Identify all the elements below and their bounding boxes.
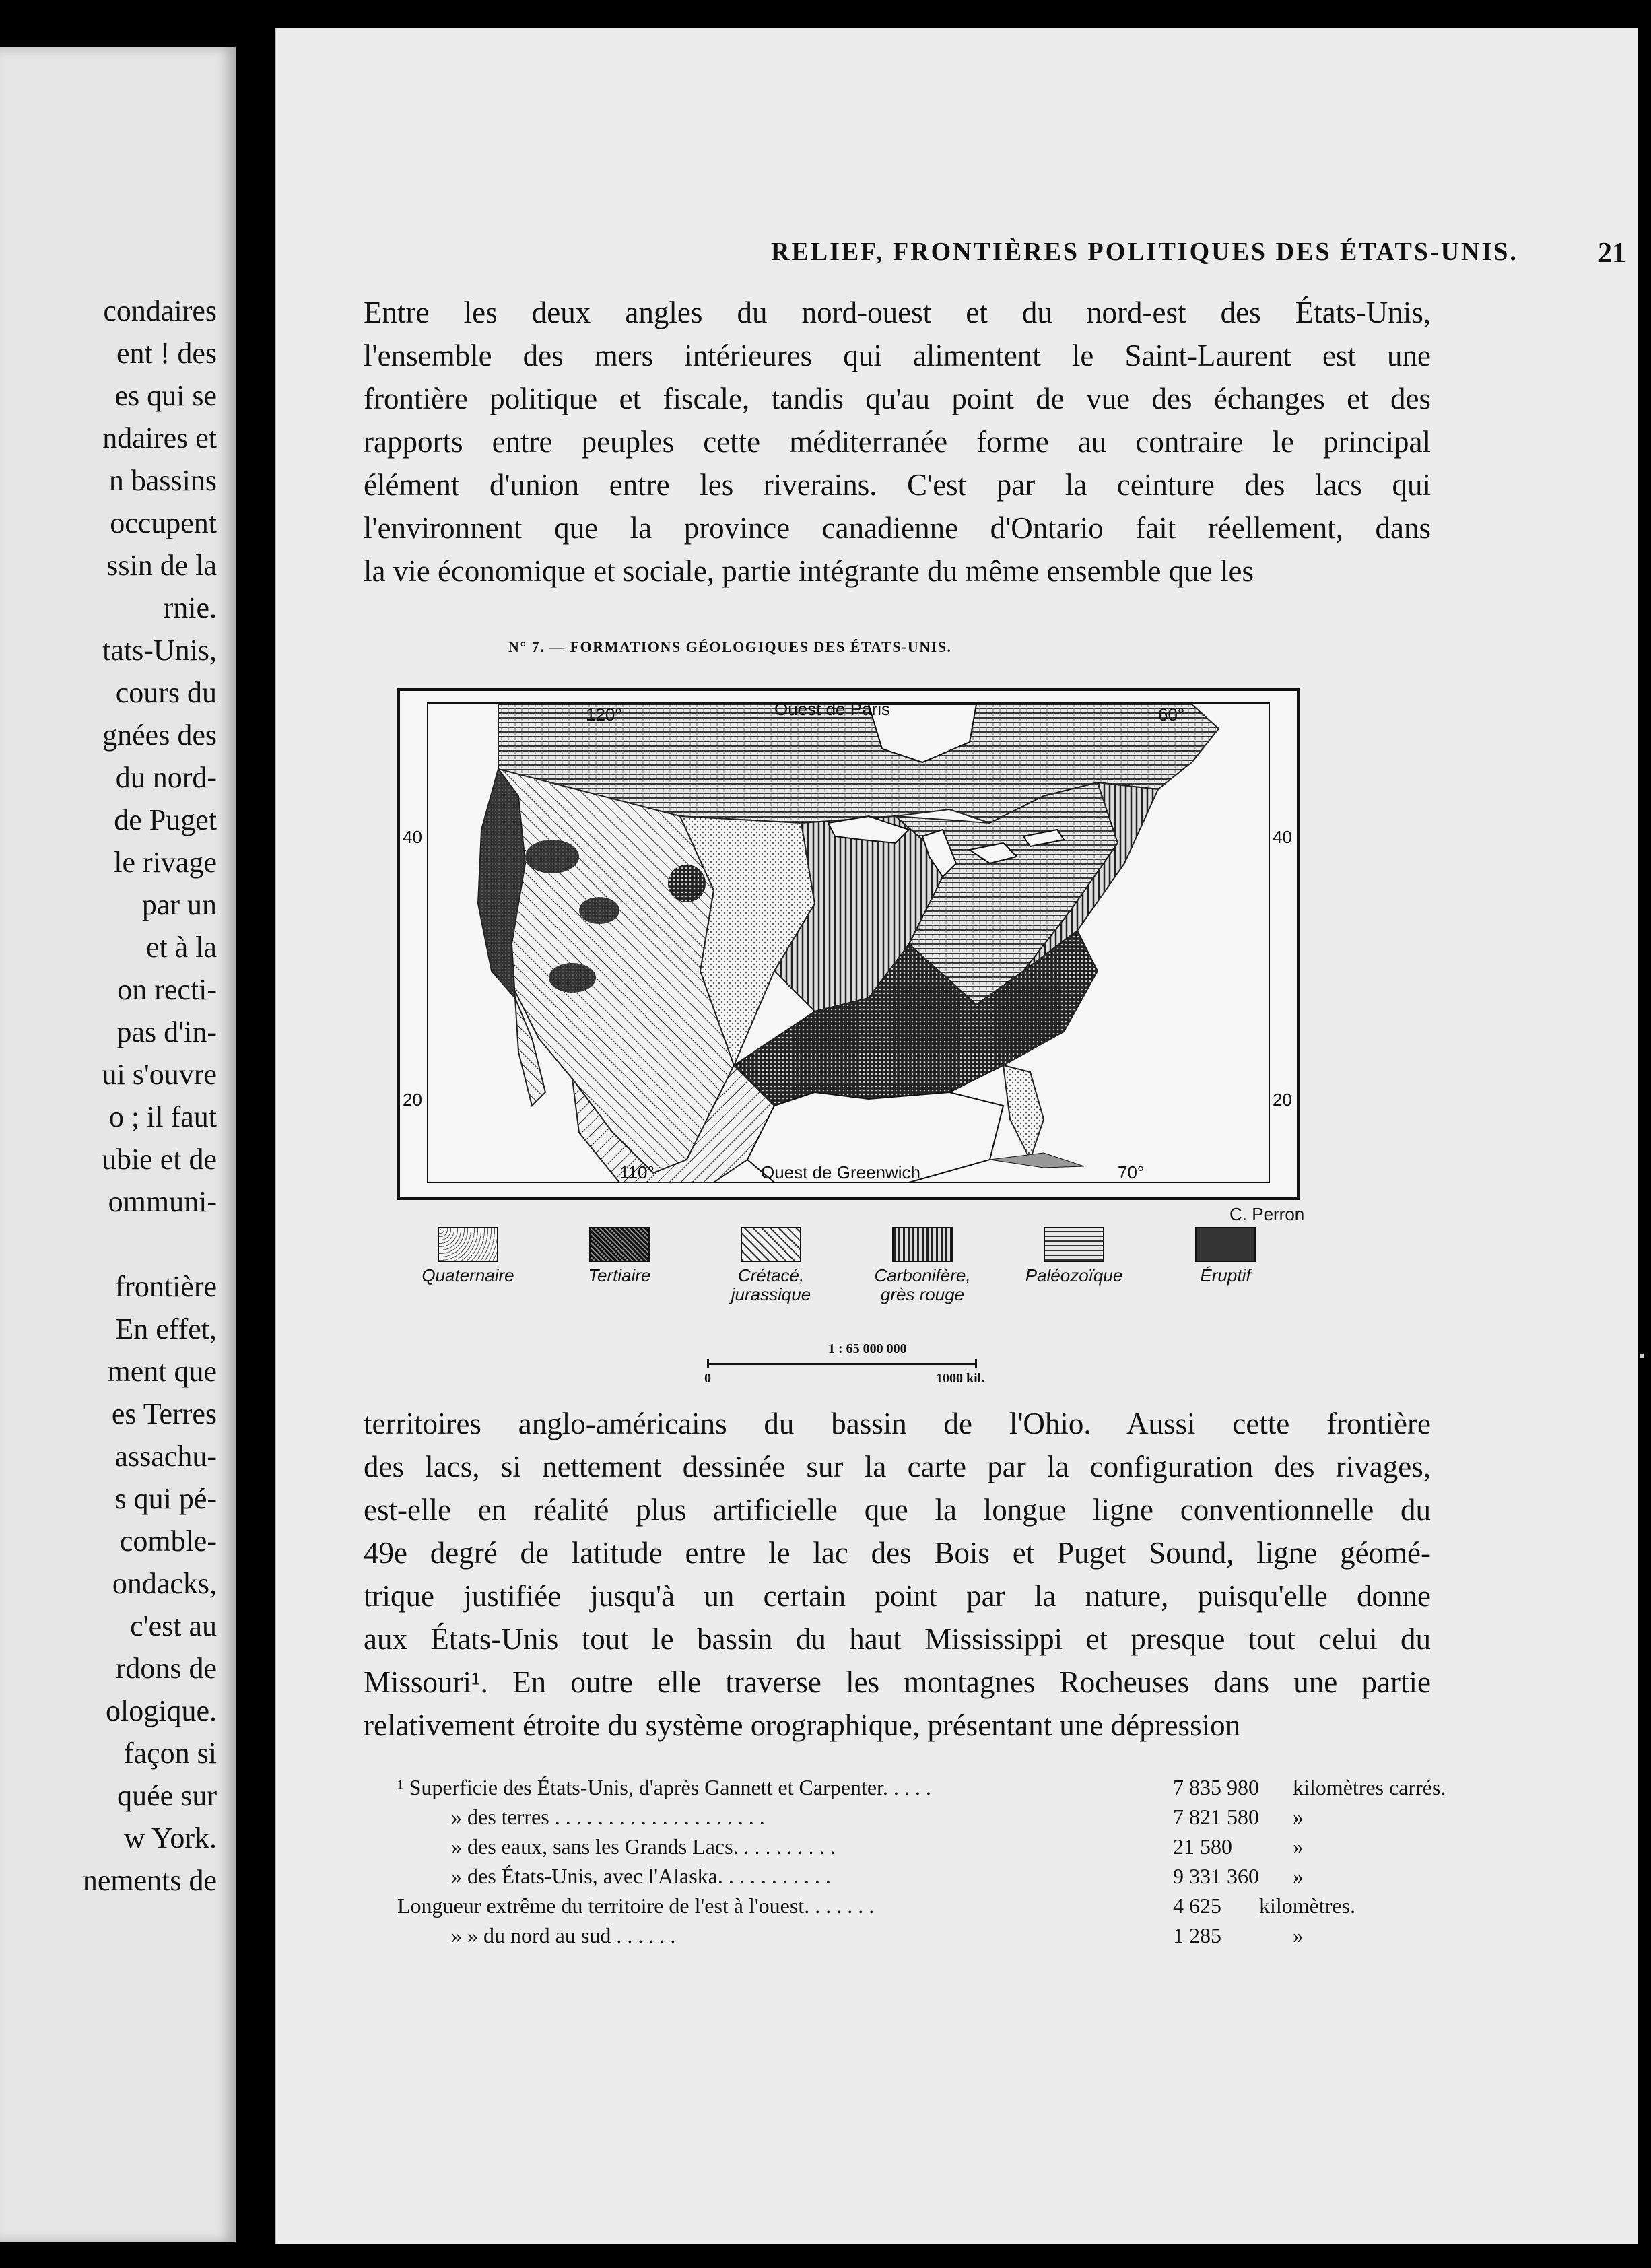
- footnote-value: 9 331 360: [1173, 1864, 1259, 1888]
- footnote-row: [397, 1891, 1448, 1921]
- left-page-line: n bassins: [108, 464, 217, 497]
- right-page: [275, 28, 1638, 2244]
- scale-end-tick: [975, 1359, 977, 1368]
- left-facing-page: [0, 47, 236, 2242]
- left-page-line: de Puget: [114, 803, 217, 836]
- map-author: C. Perron: [1229, 1204, 1305, 1224]
- paragraph-1: [364, 291, 1431, 593]
- left-page-line: occupent: [110, 506, 217, 539]
- text-line: la vie économique et sociale, partie intégrante du même ensemble que les: [364, 554, 1254, 588]
- legend-label: Paléozoïque: [1025, 1265, 1123, 1286]
- footnote-value: 4 625: [1173, 1894, 1221, 1918]
- page-number: 21: [1598, 238, 1626, 269]
- left-page-line: on recti-: [117, 973, 217, 1006]
- text-line: aux États-Unis tout le bassin du haut Mississippi et presque tout celui du: [364, 1622, 1431, 1656]
- eruptive-patch: [549, 963, 596, 993]
- scale-ratio: 1 : 65 000 000: [828, 1341, 907, 1356]
- left-page-line: comble-: [119, 1525, 217, 1558]
- legend-swatch: [1195, 1227, 1256, 1262]
- footnote-unit: kilomètres.: [1259, 1894, 1356, 1918]
- text-line: l'environnent que la province canadienne d'Ontario fait réellement, dans: [364, 511, 1431, 545]
- left-page-line: et à la: [145, 931, 217, 964]
- legend-label: Tertiaire: [588, 1265, 651, 1286]
- text-line: l'ensemble des mers intérieures qui alimentent le Saint-Laurent est une: [364, 339, 1431, 372]
- legend-label: Carbonifère, grès rouge: [874, 1265, 971, 1304]
- tick-top-60: 60°: [1158, 704, 1185, 725]
- left-page-line: pas d'in-: [116, 1015, 217, 1048]
- left-page-line: ssin de la: [106, 549, 217, 582]
- footnote-row: [397, 1772, 1448, 1802]
- meridian-label-top: Ouest de Paris: [774, 699, 890, 719]
- text-line: Missouri¹. En outre elle traverse les montagnes Rocheuses dans une partie: [364, 1665, 1431, 1699]
- tick-top-120: 120°: [586, 704, 622, 725]
- legend-label: Crétacé, jurassique: [731, 1265, 811, 1304]
- meridian-label-bottom: Ouest de Greenwich: [761, 1162, 921, 1182]
- text-line: élément d'union entre les riverains. C'est par la ceinture des lacs qui: [364, 468, 1431, 502]
- footnotes: [397, 1772, 1448, 1950]
- legend-item-quaternaire: [401, 1227, 535, 1285]
- left-page-text: [0, 290, 217, 1902]
- left-page-line: condaires: [103, 294, 217, 327]
- text-line: est-elle en réalité plus artificielle que la longue ligne conventionnelle du: [364, 1493, 1431, 1527]
- footnote-row: [397, 1861, 1448, 1891]
- tick-left-20: 20: [403, 1090, 422, 1110]
- left-page-line: ologique.: [106, 1694, 217, 1727]
- scale-start: 0: [704, 1371, 711, 1386]
- geology-map: [397, 688, 1300, 1200]
- footnote-value: 7 835 980: [1173, 1775, 1259, 1799]
- footnote-row: [397, 1802, 1448, 1832]
- footnote-unit: »: [1293, 1834, 1304, 1859]
- eruptive-patch: [668, 865, 706, 902]
- edge-mark: [1640, 1354, 1644, 1358]
- left-page-line: assachu-: [114, 1440, 217, 1473]
- legend-swatch: [438, 1227, 498, 1262]
- footnote-unit: »: [1293, 1805, 1304, 1829]
- tick-right-40: 40: [1273, 827, 1292, 847]
- tick-bottom-70: 70°: [1118, 1162, 1145, 1182]
- left-page-line: ndaires et: [102, 422, 217, 455]
- footnote-row: [397, 1921, 1448, 1950]
- tick-bottom-110: 110°: [619, 1162, 654, 1182]
- left-page-line: w York.: [123, 1822, 217, 1855]
- footnote-value: 21 580: [1173, 1834, 1232, 1859]
- left-page-line: frontière: [114, 1270, 217, 1303]
- text-line: relativement étroite du système orographique, présentant une dépression: [364, 1708, 1241, 1742]
- footnote-label: Longueur extrême du territoire de l'est à l'ouest. . . . . . .: [397, 1894, 875, 1918]
- legend-label: Quaternaire: [422, 1265, 514, 1286]
- tick-left-40: 40: [403, 827, 422, 847]
- footnote-label: ¹ Superficie des États-Unis, d'après Gannett et Carpenter. . . . .: [397, 1775, 931, 1799]
- legend-item-tertiaire: [552, 1227, 687, 1285]
- footnote-label: » » du nord au sud . . . . . .: [451, 1923, 676, 1947]
- left-page-line: cours du: [115, 676, 217, 709]
- footnote-value: 1 285: [1173, 1923, 1221, 1947]
- footnote-row: [397, 1832, 1448, 1861]
- left-page-line: o ; il faut: [108, 1100, 217, 1133]
- left-page-line: es qui se: [114, 379, 217, 412]
- left-page-line: par un: [141, 888, 217, 921]
- footnote-unit: »: [1293, 1864, 1304, 1888]
- left-page-line: s qui pé-: [114, 1482, 217, 1515]
- left-page-line: quée sur: [117, 1779, 217, 1812]
- tick-right-20: 20: [1273, 1090, 1292, 1110]
- left-page-line: [0, 1223, 217, 1265]
- text-line: frontière politique et fiscale, tandis qu'au point de vue des échanges et des: [364, 382, 1431, 415]
- text-line: Entre les deux angles du nord-ouest et du nord-est des États-Unis,: [364, 296, 1431, 329]
- scale-bar: [707, 1363, 976, 1365]
- left-page-line: es Terres: [111, 1397, 217, 1430]
- text-line: trique justifiée jusqu'à un certain point par la nature, puisqu'elle donne: [364, 1579, 1431, 1613]
- scale-end: 1000 kil.: [936, 1371, 985, 1386]
- eruptive-patch: [525, 840, 579, 873]
- legend-swatch: [892, 1227, 953, 1262]
- eruptive-patch: [579, 897, 619, 924]
- legend-item-eruptif: [1158, 1227, 1293, 1285]
- left-page-line: ubie et de: [101, 1143, 217, 1176]
- scale-start-tick: [707, 1359, 709, 1368]
- figure-caption: N° 7. — FORMATIONS GÉOLOGIQUES DES ÉTATS-UNIS.: [508, 638, 952, 655]
- footnote-value: 7 821 580: [1173, 1805, 1259, 1829]
- footnote-unit: »: [1293, 1923, 1304, 1947]
- left-page-line: rnie.: [163, 591, 217, 624]
- left-page-line: gnées des: [102, 719, 217, 752]
- text-line: rapports entre peuples cette méditerranée forme au contraire le principal: [364, 425, 1431, 459]
- left-page-line: du nord-: [115, 761, 217, 794]
- legend-swatch: [741, 1227, 801, 1262]
- left-page-line: ment que: [107, 1355, 217, 1388]
- left-page-line: rdons de: [115, 1652, 217, 1685]
- footnote-label: » des États-Unis, avec l'Alaska. . . . . . . . . . .: [451, 1864, 831, 1888]
- legend-swatch: [589, 1227, 650, 1262]
- left-page-line: tats-Unis,: [102, 634, 217, 667]
- paragraph-2: [364, 1402, 1431, 1747]
- legend-swatch: [1044, 1227, 1104, 1262]
- left-page-line: ommuni-: [108, 1185, 217, 1218]
- footnote-label: » des eaux, sans les Grands Lacs. . . . . . . . . .: [451, 1834, 836, 1859]
- footnote-label: » des terres . . . . . . . . . . . . . . . . . . . .: [451, 1805, 765, 1829]
- legend-item-carbonifere: [855, 1227, 990, 1304]
- running-title: RELIEF, FRONTIÈRES POLITIQUES DES ÉTATS-UNIS.: [771, 238, 1518, 266]
- text-line: 49e degré de latitude entre le lac des Bois et Puget Sound, ligne géomé-: [364, 1536, 1431, 1570]
- legend-item-paleozoique: [1007, 1227, 1141, 1285]
- legend-item-cretace: [704, 1227, 838, 1304]
- map-legend: [401, 1227, 1296, 1321]
- running-header: [495, 237, 1626, 284]
- left-page-line: nements de: [82, 1864, 217, 1897]
- text-line: territoires anglo-américains du bassin de l'Ohio. Aussi cette frontière: [364, 1407, 1431, 1440]
- legend-label: Éruptif: [1200, 1265, 1251, 1286]
- left-page-line: ondacks,: [112, 1567, 217, 1600]
- left-page-line: le rivage: [114, 846, 217, 879]
- map-scale: [704, 1341, 1044, 1395]
- left-page-line: façon si: [123, 1737, 217, 1770]
- text-line: des lacs, si nettement dessinée sur la carte par la configuration des rivages,: [364, 1450, 1431, 1483]
- left-page-line: c'est au: [130, 1609, 217, 1642]
- left-page-line: En effet,: [115, 1312, 217, 1345]
- left-page-line: ent ! des: [116, 337, 217, 370]
- footnote-unit: kilomètres carrés.: [1293, 1775, 1446, 1799]
- left-page-line: ui s'ouvre: [102, 1058, 217, 1091]
